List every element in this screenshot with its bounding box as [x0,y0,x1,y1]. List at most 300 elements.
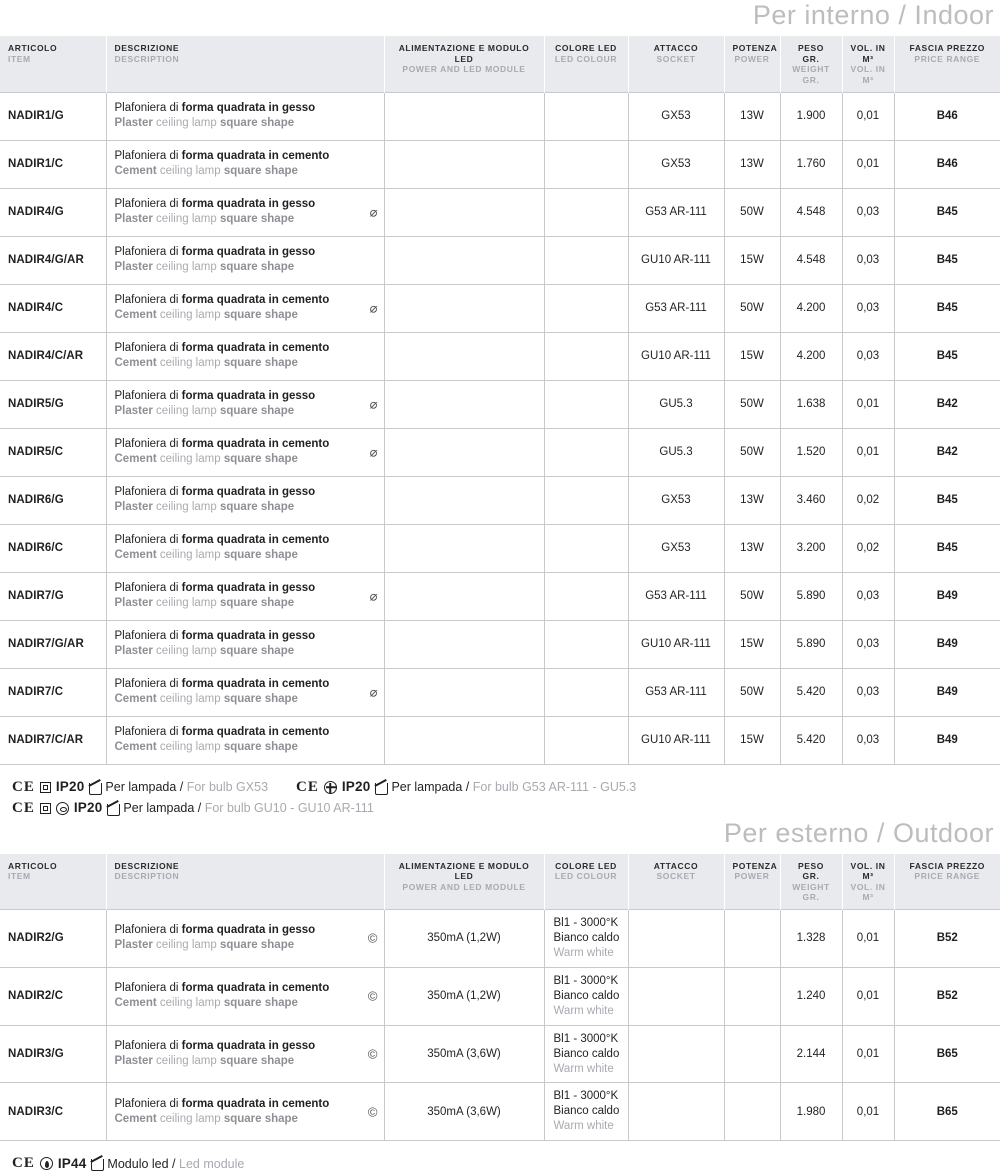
description-it: Plafoniera di forma quadrata in cemento [114,725,330,738]
cell-article-code: NADIR5/G [0,380,106,428]
cell-weight: 1.240 [780,967,842,1025]
cell-volume: 0,03 [842,332,894,380]
cell-article-code: NADIR3/G [0,1025,106,1083]
cell-article-code: NADIR4/G [0,188,106,236]
header-socket [628,854,724,910]
dimmable-icon: ⌀ [369,204,378,220]
cell-article-code: NADIR2/C [0,967,106,1025]
cell-price-range: B49 [894,668,1000,716]
cell-power-rating: 13W [724,140,780,188]
cell-price-range: B46 [894,92,1000,140]
table-row [0,92,1000,140]
cell-price-range: B52 [894,967,1000,1025]
cell-weight: 1.760 [780,140,842,188]
ip-rating-label: IP20 [341,779,371,795]
led-colour-it: Bianco caldo [553,1105,620,1118]
cell-led-colour [544,236,628,284]
cell-weight: 3.200 [780,524,842,572]
cell-weight: 3.460 [780,476,842,524]
cell-article-code: NADIR5/C [0,428,106,476]
cell-price-range: B45 [894,236,1000,284]
cell-socket: GU10 AR-111 [628,236,724,284]
header-price-it: FASCIA PREZZO [909,43,985,53]
description-it: Plafoniera di forma quadrata in gesso [114,389,316,402]
table-row [0,428,1000,476]
cell-led-colour [544,332,628,380]
header-volume-en: VOL. IN M³ [850,64,886,85]
description-it: Plafoniera di forma quadrata in cemento [114,437,330,450]
header-colour [544,36,628,92]
cell-socket: GU5.3 [628,428,724,476]
cell-weight: 2.144 [780,1025,842,1083]
cell-socket: G53 AR-111 [628,668,724,716]
cell-volume: 0,01 [842,428,894,476]
cell-power-rating: 15W [724,236,780,284]
cell-led-colour [544,1083,628,1141]
table-row [0,188,1000,236]
description-en: Cement ceiling lamp square shape [114,453,298,465]
cell-socket [628,910,724,968]
cell-price-range: B49 [894,620,1000,668]
cell-price-range: B49 [894,716,1000,764]
cell-price-range: B42 [894,380,1000,428]
header-socket-en: SOCKET [656,871,696,882]
cell-article-code: NADIR7/C [0,668,106,716]
cell-volume: 0,02 [842,524,894,572]
cell-volume: 0,03 [842,572,894,620]
indoor-table-header [0,36,1000,92]
header-volume [842,36,894,92]
cell-power-module [384,284,544,332]
outdoor-table-body [0,910,1000,1141]
description-en: Cement ceiling lamp square shape [114,997,298,1010]
table-row [0,236,1000,284]
table-row [0,380,1000,428]
cell-socket: GU10 AR-111 [628,620,724,668]
certification-line [0,1153,1000,1174]
cell-volume: 0,01 [842,1083,894,1141]
cell-led-colour [544,668,628,716]
cell-article-code: NADIR4/C/AR [0,332,106,380]
header-peso-it: PESO GR. [797,860,825,882]
cell-power-rating: 50W [724,284,780,332]
cell-power-rating: 15W [724,332,780,380]
led-colour-it: Bianco caldo [553,931,620,944]
cell-description [106,332,384,380]
protective-glass-icon [324,781,337,794]
description-it: Plafoniera di forma quadrata in cemento [114,677,330,690]
cell-article-code: NADIR1/G [0,92,106,140]
cell-weight: 4.200 [780,284,842,332]
header-peso-it: PESO GR. [797,43,825,64]
cell-socket [628,1025,724,1083]
cell-price-range: B42 [894,428,1000,476]
led-colour-code: Bl1 - 3000°K [553,917,619,929]
table-row [0,910,1000,968]
cell-description [106,380,384,428]
cell-article-code: NADIR1/C [0,140,106,188]
cell-price-range: B45 [894,476,1000,524]
cell-article-code: NADIR7/G/AR [0,620,106,668]
cell-price-range: B45 [894,188,1000,236]
led-colour-code: Bl1 - 3000°K [553,1090,619,1103]
cell-led-colour [544,476,628,524]
cell-power-module [384,428,544,476]
cell-weight: 1.638 [780,380,842,428]
header-power [384,36,544,92]
indoor-spec-table [0,36,1000,765]
led-colour-it: Bianco caldo [553,1047,620,1060]
cell-led-colour [544,910,628,968]
header-descrizione-it: DESCRIZIONE [114,43,180,53]
cell-price-range: B49 [894,572,1000,620]
header-peso [780,854,842,910]
description-en: Plaster ceiling lamp square shape [114,117,295,129]
cell-led-colour [544,620,628,668]
cell-power-module: 350mA (3,6W) [384,1025,544,1083]
header-articolo [0,36,106,92]
weee-waste-bin-icon [375,781,386,794]
certification-note-en: For bulb G53 AR-111 - GU5.3 [469,779,637,794]
cell-socket: G53 AR-111 [628,572,724,620]
certification-note-en: For bulb GU10 - GU10 AR-111 [201,800,374,815]
indoor-certification-notes [0,765,1000,819]
ip-rating-label: IP20 [73,800,103,816]
table-row [0,668,1000,716]
weee-waste-bin-icon [107,802,118,815]
certification-line [0,798,1000,819]
cell-description [106,476,384,524]
cell-weight: 1.328 [780,910,842,968]
cell-power-rating: 50W [724,380,780,428]
header-power [384,854,544,910]
cell-description [106,1025,384,1083]
header-power-en: POWER AND LED MODULE [402,881,526,892]
indoor-table-body [0,92,1000,764]
certification-note [105,781,268,794]
led-module-icon: © [367,930,378,946]
description-it: Plafoniera di forma quadrata in gesso [114,629,316,642]
led-colour-en: Warm white [553,1120,614,1133]
certification-group [296,780,636,795]
led-colour-en: Warm white [553,1004,614,1017]
cell-description [106,620,384,668]
ce-mark-icon: CE [12,1155,35,1172]
cell-power-module [384,332,544,380]
cell-led-colour [544,284,628,332]
cell-article-code: NADIR4/C [0,284,106,332]
dimmable-icon: ⌀ [369,300,378,316]
cell-weight: 1.520 [780,428,842,476]
certification-group [12,1156,244,1171]
cell-led-colour [544,716,628,764]
cell-description [106,910,384,968]
description-it: Plafoniera di forma quadrata in cemento [114,1097,330,1110]
cell-led-colour [544,380,628,428]
certification-note [107,1158,244,1171]
cell-weight: 5.420 [780,716,842,764]
cell-socket: GX53 [628,476,724,524]
table-row [0,524,1000,572]
cell-weight: 4.548 [780,188,842,236]
led-colour-en: Warm white [553,946,614,959]
cell-description [106,92,384,140]
table-row [0,332,1000,380]
cell-volume: 0,02 [842,476,894,524]
certification-note-it: Per lampada / [391,779,470,794]
cell-socket: GX53 [628,92,724,140]
cell-power-module: 350mA (3,6W) [384,1083,544,1141]
description-en: Plaster ceiling lamp square shape [114,939,295,952]
description-en: Cement ceiling lamp square shape [114,357,298,369]
cell-power-module [384,620,544,668]
cell-volume: 0,03 [842,284,894,332]
header-volume-en: VOL. IN M³ [850,881,886,903]
cell-price-range: B45 [894,524,1000,572]
header-articolo [0,854,106,910]
header-potenza-en: POWER [734,871,770,882]
cell-socket: G53 AR-111 [628,284,724,332]
cell-power-module: 350mA (1,2W) [384,967,544,1025]
led-colour-en: Warm white [553,1062,614,1075]
cell-socket: GX53 [628,524,724,572]
cell-power-rating: 13W [724,92,780,140]
cell-led-colour [544,967,628,1025]
header-socket-it: ATTACCO [653,43,699,53]
description-en: Cement ceiling lamp square shape [114,309,298,321]
description-en: Plaster ceiling lamp square shape [114,213,295,225]
cell-description [106,967,384,1025]
cell-power-rating: 13W [724,524,780,572]
table-row [0,1025,1000,1083]
cell-weight: 1.980 [780,1083,842,1141]
section-title-indoor: Per interno / Indoor [752,0,994,30]
cell-volume: 0,03 [842,236,894,284]
header-potenza [724,36,780,92]
description-it: Plafoniera di forma quadrata in cemento [114,982,330,995]
header-power-it: ALIMENTAZIONE E MODULO LED [398,43,530,64]
header-price-range [894,36,1000,92]
description-it: Plafoniera di forma quadrata in gesso [114,101,316,114]
cell-weight: 5.420 [780,668,842,716]
cell-power-rating: 50W [724,428,780,476]
cell-weight: 5.890 [780,572,842,620]
cell-power-module [384,188,544,236]
header-descrizione [106,854,384,910]
weee-waste-bin-icon [91,1157,102,1170]
header-price-en: PRICE RANGE [914,871,981,882]
cell-volume: 0,03 [842,188,894,236]
weee-waste-bin-icon [89,781,100,794]
cell-price-range: B52 [894,910,1000,968]
cell-power-module [384,716,544,764]
description-en: Plaster ceiling lamp square shape [114,261,295,273]
cell-volume: 0,01 [842,92,894,140]
table-row [0,284,1000,332]
cell-description [106,524,384,572]
header-articolo-it: ARTICOLO [8,43,58,53]
cell-description [106,188,384,236]
description-en: Cement ceiling lamp square shape [114,165,298,177]
cell-socket: GU10 AR-111 [628,716,724,764]
cell-power-module [384,524,544,572]
header-colour-it: COLORE LED [555,43,617,53]
cell-power-module [384,476,544,524]
ip-rating-label: IP44 [57,1156,87,1171]
header-colour-it: COLORE LED [555,860,617,871]
table-row [0,716,1000,764]
led-colour-it: Bianco caldo [553,989,620,1002]
cell-led-colour [544,572,628,620]
table-row [0,1083,1000,1141]
description-it: Plafoniera di forma quadrata in gesso [114,924,316,937]
description-it: Plafoniera di forma quadrata in cemento [114,149,330,162]
section-title-outdoor: Per esterno / Outdoor [723,817,994,848]
description-it: Plafoniera di forma quadrata in gesso [114,1039,316,1052]
ce-mark-icon: CE [296,778,319,795]
header-potenza-en: POWER [734,53,770,64]
header-volume [842,854,894,910]
cell-volume: 0,03 [842,716,894,764]
description-it: Plafoniera di forma quadrata in gesso [114,581,316,594]
dimmable-icon: ⌀ [369,444,378,460]
header-descrizione-en: DESCRIPTION [114,871,180,882]
cell-power-module [384,236,544,284]
cell-socket: G53 AR-111 [628,188,724,236]
description-en: Plaster ceiling lamp square shape [114,501,295,513]
cell-power-module [384,380,544,428]
water-resistance-icon [40,1157,53,1170]
cell-description [106,668,384,716]
description-en: Cement ceiling lamp square shape [114,1112,298,1125]
table-row [0,476,1000,524]
outdoor-table-header [0,854,1000,910]
cell-volume: 0,01 [842,140,894,188]
cell-power-rating [724,1025,780,1083]
cell-led-colour [544,524,628,572]
cell-volume: 0,03 [842,620,894,668]
ip-rating-label: IP20 [55,779,85,795]
led-module-icon: © [367,988,378,1004]
cell-description [106,140,384,188]
cell-power-rating [724,910,780,968]
description-it: Plafoniera di forma quadrata in gesso [114,485,316,498]
cell-price-range: B45 [894,284,1000,332]
cell-power-module [384,140,544,188]
certification-note-it: Per lampada / [105,779,184,794]
description-en: Cement ceiling lamp square shape [114,741,298,753]
description-it: Plafoniera di forma quadrata in cemento [114,293,330,306]
description-en: Plaster ceiling lamp square shape [114,597,295,609]
cell-volume: 0,01 [842,380,894,428]
description-it: Plafoniera di forma quadrata in cemento [114,341,330,354]
cell-led-colour [544,428,628,476]
cell-article-code: NADIR4/G/AR [0,236,106,284]
description-en: Plaster ceiling lamp square shape [114,645,295,657]
cell-socket: GU10 AR-111 [628,332,724,380]
header-potenza [724,854,780,910]
cell-power-rating [724,1083,780,1141]
certification-note [391,781,636,794]
cell-power-rating: 50W [724,572,780,620]
table-row [0,572,1000,620]
description-en: Cement ceiling lamp square shape [114,693,298,705]
certification-note-it: Modulo led / [107,1156,176,1171]
description-en: Plaster ceiling lamp square shape [114,1055,295,1068]
cell-volume: 0,03 [842,668,894,716]
outdoor-spec-table [0,854,1000,1142]
header-articolo-en: ITEM [8,871,31,882]
cell-article-code: NADIR3/C [0,1083,106,1141]
cell-volume: 0,01 [842,910,894,968]
led-module-icon: © [367,1104,378,1120]
ce-mark-icon: CE [12,799,35,816]
certification-note-it: Per lampada / [123,800,202,815]
cell-power-rating: 50W [724,188,780,236]
description-en: Cement ceiling lamp square shape [114,549,298,561]
certification-note [123,802,373,815]
cell-article-code: NADIR6/C [0,524,106,572]
header-colour [544,854,628,910]
cell-article-code: NADIR7/C/AR [0,716,106,764]
cell-description [106,572,384,620]
header-power-en: POWER AND LED MODULE [402,64,526,75]
header-volume-it: VOL. IN M³ [850,860,886,882]
header-potenza-it: POTENZA [732,43,778,53]
cell-power-module [384,668,544,716]
cell-power-rating: 15W [724,620,780,668]
header-socket-en: SOCKET [656,53,696,64]
cell-socket [628,1083,724,1141]
cell-weight: 5.890 [780,620,842,668]
header-peso [780,36,842,92]
cell-article-code: NADIR7/G [0,572,106,620]
cell-power-rating: 13W [724,476,780,524]
table-row [0,967,1000,1025]
header-volume-it: VOL. IN M³ [850,43,886,64]
cell-volume: 0,01 [842,967,894,1025]
header-peso-en: WEIGHT GR. [792,64,830,85]
certification-group [12,801,374,816]
cell-led-colour [544,1025,628,1083]
dimmable-icon: ⌀ [369,684,378,700]
cell-description [106,428,384,476]
cell-volume: 0,01 [842,1025,894,1083]
cell-power-rating: 50W [724,668,780,716]
header-articolo-it: ARTICOLO [8,860,58,871]
description-en: Plaster ceiling lamp square shape [114,405,295,417]
header-descrizione-it: DESCRIZIONE [114,860,180,871]
cell-power-module [384,92,544,140]
certification-line [0,777,1000,798]
header-peso-en: WEIGHT GR. [792,881,830,903]
class-two-insulation-icon [40,782,51,793]
header-descrizione-en: DESCRIPTION [114,53,180,64]
cell-weight: 4.200 [780,332,842,380]
cell-power-rating [724,967,780,1025]
cell-socket: GX53 [628,140,724,188]
cell-price-range: B46 [894,140,1000,188]
cell-socket: GU5.3 [628,380,724,428]
uv-filter-icon [56,802,69,815]
cell-description [106,284,384,332]
cell-weight: 4.548 [780,236,842,284]
header-articolo-en: ITEM [8,53,31,64]
cell-power-module [384,572,544,620]
cell-weight: 1.900 [780,92,842,140]
cell-description [106,1083,384,1141]
cell-power-module: 350mA (1,2W) [384,910,544,968]
